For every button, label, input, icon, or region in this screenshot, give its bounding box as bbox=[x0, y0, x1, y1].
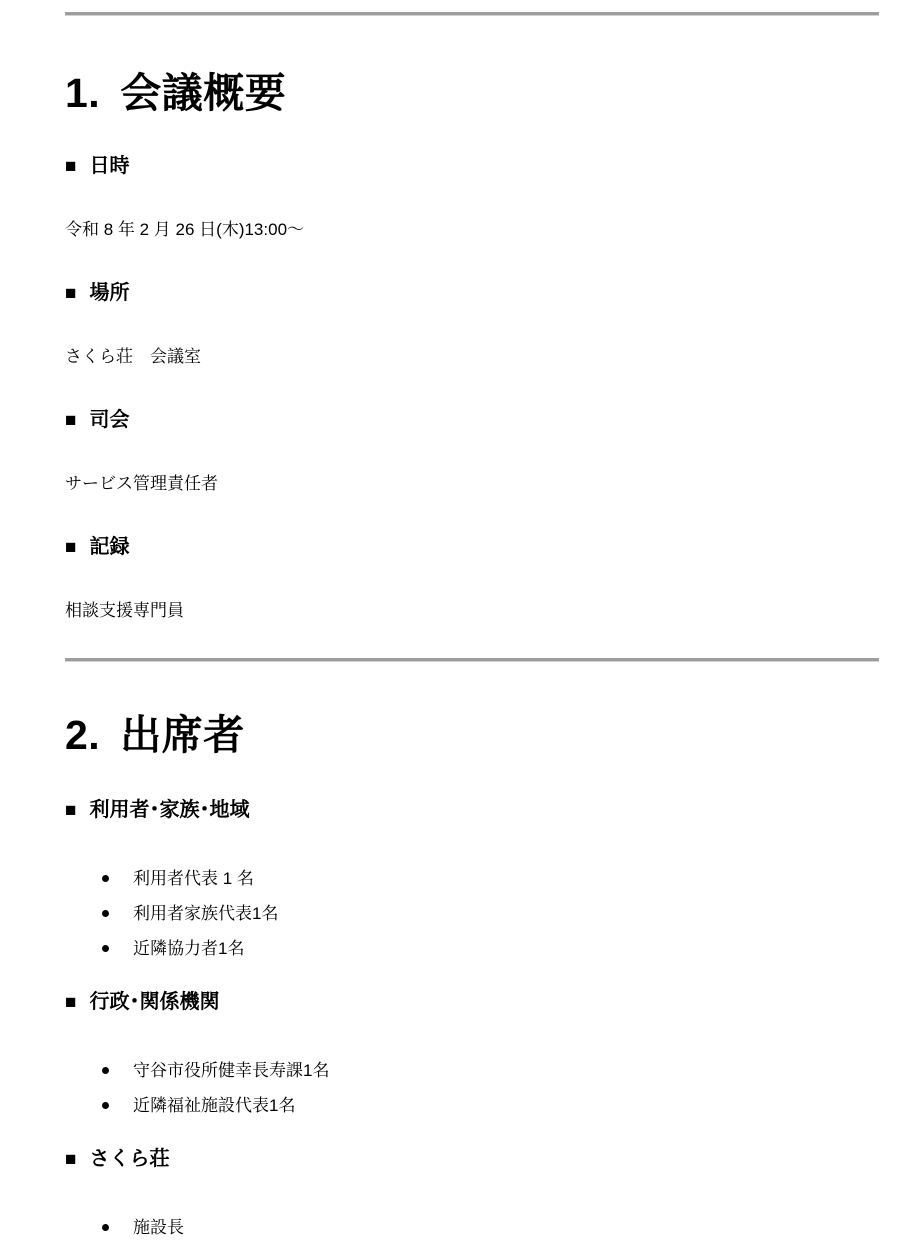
field-label: 日時 bbox=[89, 155, 130, 177]
section-1-title: 会議概要 bbox=[120, 70, 287, 116]
square-bullet-icon: ■ bbox=[65, 537, 77, 558]
attendee-list bbox=[65, 1053, 879, 1123]
group-label: 行政･関係機関 bbox=[89, 991, 220, 1013]
field-heading-recorder bbox=[65, 535, 879, 560]
attendee-list bbox=[65, 861, 879, 966]
field-label: 場所 bbox=[89, 282, 130, 304]
field-value-recorder: 相談支援専門員 bbox=[65, 601, 184, 620]
list-item: 守谷市役所健幸長寿課1名 bbox=[65, 1053, 879, 1088]
group-heading bbox=[65, 1147, 879, 1172]
square-bullet-icon: ■ bbox=[65, 410, 77, 431]
square-bullet-icon: ■ bbox=[65, 992, 77, 1013]
attendee-group-users-family-community bbox=[65, 798, 879, 966]
attendee-list bbox=[65, 1210, 879, 1242]
square-bullet-icon: ■ bbox=[65, 283, 77, 304]
attendee-group-government-agencies bbox=[65, 990, 879, 1123]
list-item: 近隣福祉施設代表1名 bbox=[65, 1088, 879, 1123]
top-horizontal-rule bbox=[65, 12, 879, 16]
attendee-group-sakuraso bbox=[65, 1147, 879, 1242]
field-value-chair: サービス管理責任者 bbox=[65, 474, 218, 493]
group-heading bbox=[65, 798, 879, 823]
field-heading-chair bbox=[65, 408, 879, 433]
list-item: 利用者代表 1 名 bbox=[65, 861, 879, 896]
field-label: 司会 bbox=[89, 409, 130, 431]
field-value-place: さくら荘 会議室 bbox=[65, 347, 201, 366]
field-heading-place bbox=[65, 281, 879, 306]
field-heading-datetime bbox=[65, 154, 879, 179]
section-1-number: 1. bbox=[65, 70, 101, 116]
section-2-title: 出席者 bbox=[120, 712, 245, 758]
section-divider-rule bbox=[65, 658, 879, 662]
field-value-datetime: 令和 8 年 2 月 26 日(木)13:00～ bbox=[65, 220, 305, 239]
square-bullet-icon: ■ bbox=[65, 1149, 77, 1170]
section-2-heading bbox=[65, 712, 879, 758]
square-bullet-icon: ■ bbox=[65, 156, 77, 177]
list-item: 施設長 bbox=[65, 1210, 879, 1242]
list-item: 近隣協力者1名 bbox=[65, 931, 879, 966]
field-label: 記録 bbox=[89, 536, 130, 558]
group-heading bbox=[65, 990, 879, 1015]
group-label: さくら荘 bbox=[89, 1148, 170, 1170]
section-2-number: 2. bbox=[65, 712, 101, 758]
square-bullet-icon: ■ bbox=[65, 800, 77, 821]
section-1-heading bbox=[65, 70, 879, 116]
group-label: 利用者･家族･地域 bbox=[89, 799, 250, 821]
list-item: 利用者家族代表1名 bbox=[65, 896, 879, 931]
